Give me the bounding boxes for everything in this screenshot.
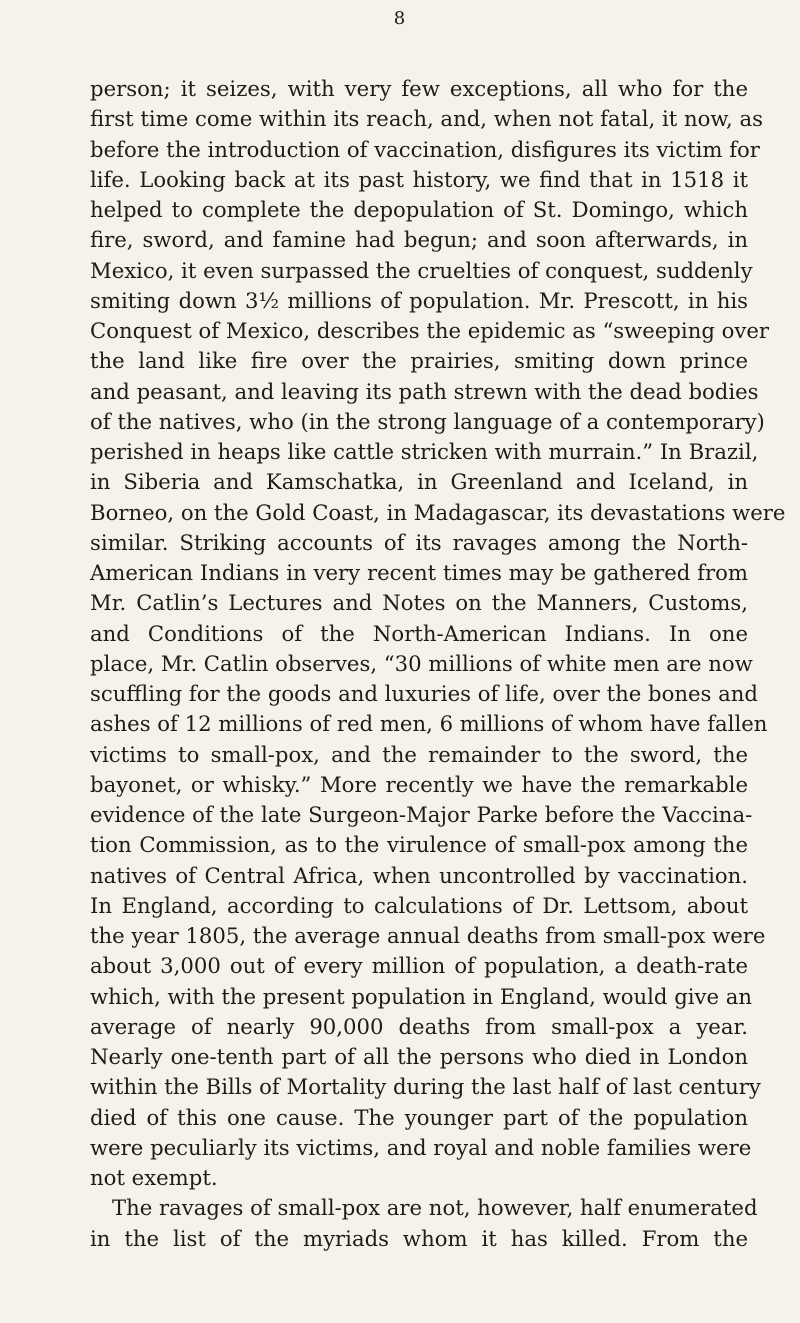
text-line: bayonet, or whisky.” More recently we have the remarkable <box>90 771 748 797</box>
text-line: within the Bills of Mortality during the last half of last century <box>90 1074 761 1100</box>
text-line: in Siberia and Kamschatka, in Greenland and Iceland, in <box>90 469 748 495</box>
text-line: first time come within its reach, and, when not fatal, it now, as <box>90 106 763 132</box>
text-line: place, Mr. Catlin observes, “30 millions of white men are now <box>90 650 753 676</box>
text-line: American Indians in very recent times may be gathered from <box>90 560 748 585</box>
text-line: Borneo, on the Gold Coast, in Madagascar, its devastations were <box>90 499 786 525</box>
text-line: of the natives, who (in the strong language of a contemporary) <box>90 408 765 434</box>
text-line: life. Looking back at its past history, we find that in 1518 it <box>90 166 748 192</box>
text-line: natives of Central Africa, when uncontrolled by vaccination. <box>90 862 748 888</box>
text-line: ashes of 12 millions of red men, 6 millions of whom have fallen <box>90 711 768 737</box>
text-line: about 3,000 out of every million of population, a death-rate <box>90 953 748 979</box>
page-number: 8 <box>393 8 407 29</box>
text-line: helped to complete the depopulation of St. Domingo, which <box>90 197 748 222</box>
text-line: which, with the present population in England, would give an <box>90 983 753 1009</box>
body-text <box>90 74 786 1254</box>
text-line: perished in heaps like cattle stricken with murrain.” In Brazil, <box>90 439 759 464</box>
text-line: the year 1805, the average annual deaths from small-pox were <box>90 923 766 948</box>
text-line: In England, according to calculations of Dr. Lettsom, about <box>90 892 748 918</box>
text-line: and peasant, and leaving its path strewn with the dead bodies <box>90 378 759 404</box>
text-line: average of nearly 90,000 deaths from small-pox a year. <box>90 1013 748 1039</box>
text-line: victims to small-pox, and the remainder to the sword, the <box>90 741 748 767</box>
text-line: person; it seizes, with very few exceptions, all who for the <box>90 76 748 101</box>
text-line: were peculiarly its victims, and royal and noble families were <box>90 1134 752 1160</box>
text-line: before the introduction of vaccination, disfigures its victim for <box>90 136 760 162</box>
text-line: Mr. Catlin’s Lectures and Notes on the Manners, Customs, <box>90 590 748 616</box>
text-line: the land like fire over the prairies, smiting down prince <box>90 348 748 374</box>
text-line: evidence of the late Surgeon-Major Parke before the Vaccina- <box>90 802 753 827</box>
text-line: not exempt. <box>90 1165 218 1190</box>
text-line: scuffling for the goods and luxuries of life, over the bones and <box>90 681 758 706</box>
text-line: in the list of the myriads whom it has killed. From the <box>90 1225 748 1251</box>
text-line: Nearly one-tenth part of all the persons who died in London <box>90 1044 748 1069</box>
text-line: smiting down 3½ millions of population. Mr. Prescott, in his <box>90 287 748 313</box>
text-line: and Conditions of the North-American Indians. In one <box>90 620 748 646</box>
text-line: similar. Striking accounts of its ravages among the North- <box>90 529 748 555</box>
text-line: The ravages of small-pox are not, however, half enumerated <box>112 1195 758 1221</box>
text-line: died of this one cause. The younger part of the population <box>90 1104 748 1130</box>
text-line: Mexico, it even surpassed the cruelties of conquest, suddenly <box>90 257 753 283</box>
text-line: fire, sword, and famine had begun; and soon afterwards, in <box>90 227 748 253</box>
text-line: tion Commission, as to the virulence of small-pox among the <box>90 832 748 858</box>
text-line: Conquest of Mexico, describes the epidemic as “sweeping over <box>90 318 770 343</box>
